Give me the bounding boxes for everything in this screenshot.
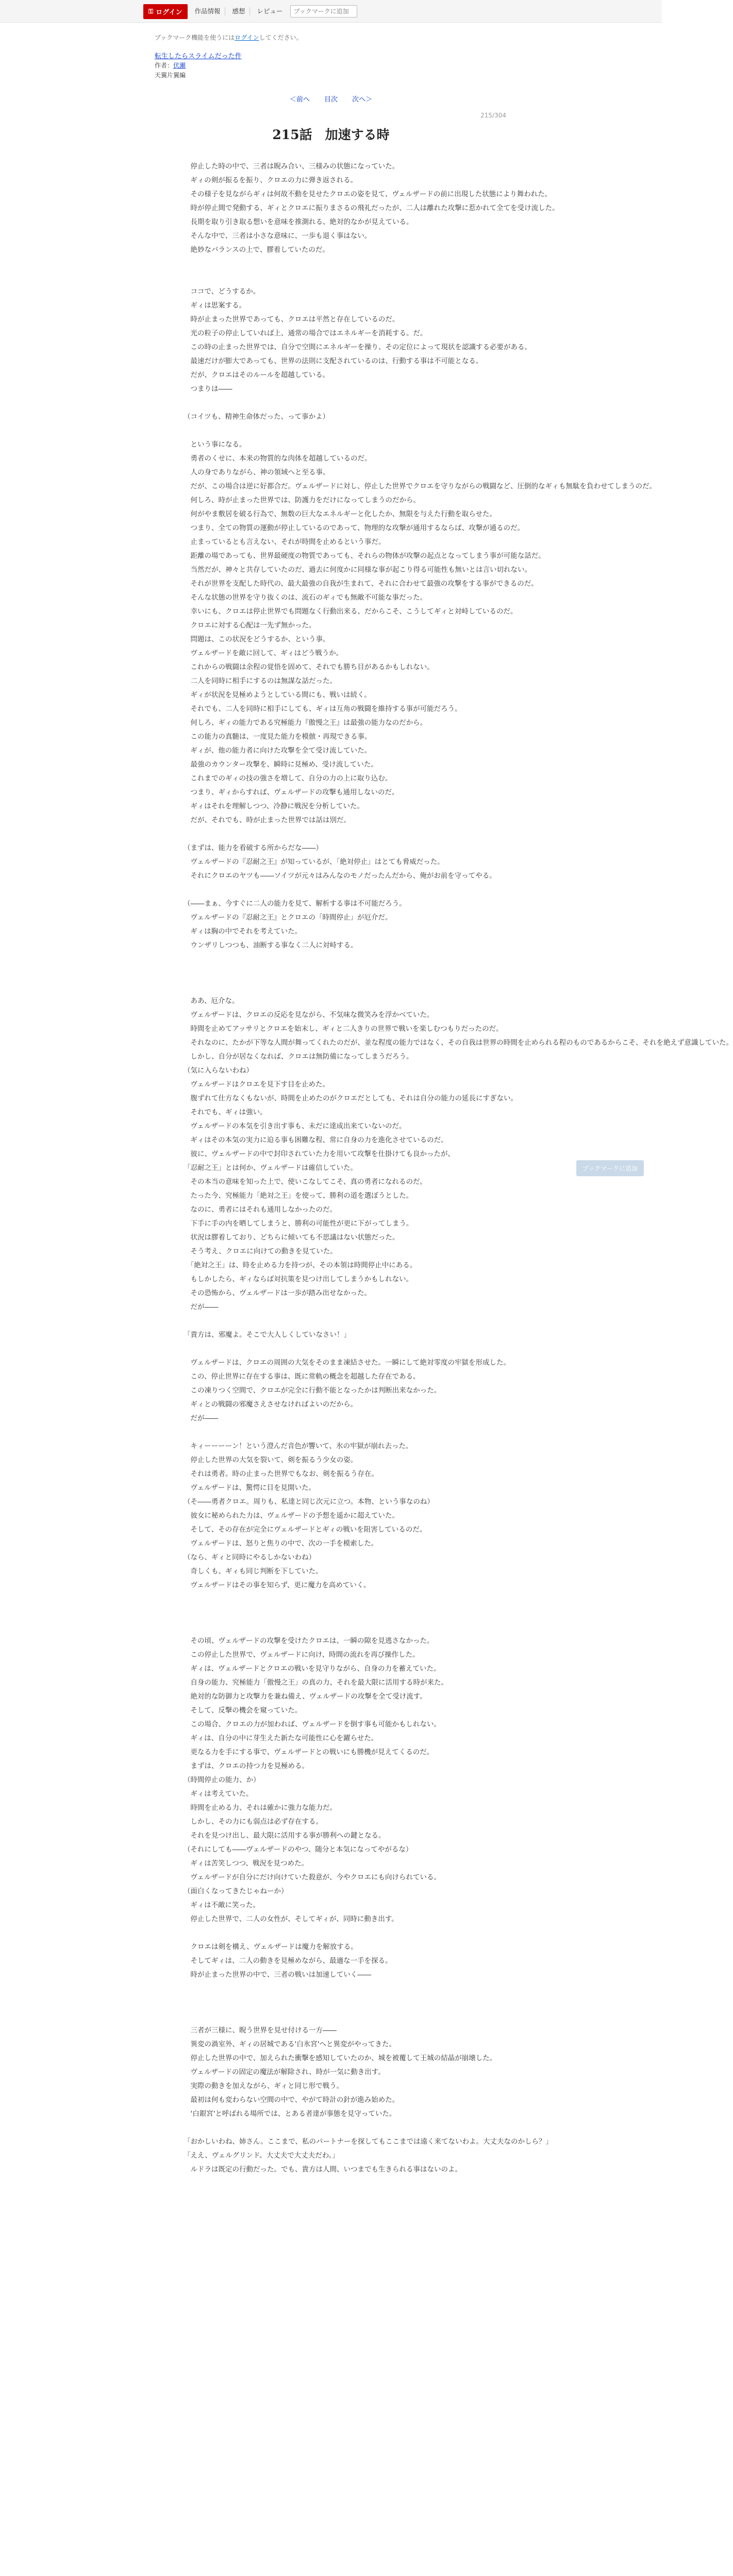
paragraph: （コイツも、精神生命体だった、って事かよ）: [184, 413, 330, 421]
paragraph: これからの戦闘は余程の覚悟を固めて、それでも勝ち目があるかもしれない。: [184, 663, 434, 671]
paragraph: この停止した世界で、ヴェルザードに向け、時間の流れを再び操作した。: [184, 1651, 420, 1659]
paragraph: 止まっているとも言えない、それが時間を止めるという事だ。: [184, 538, 386, 546]
notice-suffix: してください。: [259, 34, 303, 41]
paragraph: しかし、その力にも弱点は必ず存在する。: [184, 1818, 323, 1826]
paragraph: それを見つけ出し、最大限に活用する事が勝利への鍵となる。: [184, 1832, 386, 1840]
paragraph: この場合、クロエの力が加われば、ヴェルザードを倒す事も可能かもしれない。: [184, 1720, 441, 1728]
paragraph: ああ、厄介な。: [184, 997, 239, 1005]
paragraph: 最強のカウンター攻撃を、瞬時に見極め、受け流していた。: [184, 760, 378, 769]
blank-line: [184, 2121, 493, 2135]
author-line: [155, 61, 186, 70]
paragraph: そして、反撃の機会を窺っていた。: [184, 1706, 302, 1715]
paragraph: ヴェルザードは、クロエの反応を見ながら、不気味な微笑みを浮かべていた。: [184, 1011, 434, 1019]
paragraph: 勇者のくせに、本来の物質的な肉体を超越しているのだ。: [184, 454, 372, 463]
paragraph: （なら、ギィと同時にやるしかないわね）: [184, 1553, 316, 1562]
arc-title: 天翼片翼編: [155, 72, 186, 79]
paragraph: 問題は、この状況をどうするか、という事。: [184, 635, 330, 643]
paragraph: 下手に手の内を晒してしまうと、勝利の可能性が更に下がってしまう。: [184, 1219, 413, 1228]
paragraph: キィーーーーン！という澄んだ音色が響いて、氷の牢獄が崩れ去った。: [184, 1442, 413, 1450]
paragraph: それでも、二人を同時に相手にしても、ギィは互角の戦闘を維持する事が可能だろう。: [184, 705, 462, 713]
paragraph: 「忍耐之王」とは何か、ヴェルザードは確信していた。: [184, 1164, 357, 1172]
paragraph: 光の粒子の停止していれば上、通常の場合ではエネルギーを消耗する。だ。: [184, 329, 427, 337]
paragraph: それは勇者。時の止まった世界でもなお、剣を振るう存在。: [184, 1470, 378, 1478]
paragraph: ヴェルザードはその事を知らず、更に魔力を高めていく。: [184, 1581, 371, 1589]
paragraph: それなのに、たかが下等な人間が舞ってくれたのだが、並な程度の能力ではなく、その自我は世界の時間を止められる程のものであるからこそ、それを絶えず意識していた。: [184, 1039, 733, 1047]
paragraph: ヴェルザードはクロエを見下す目を止めた。: [184, 1080, 329, 1089]
paragraph: だが、クロエはそのルールを超越している。: [184, 371, 330, 379]
series-title-link[interactable]: 転生したらスライムだった件: [155, 53, 242, 60]
paragraph: つまり、ギィからすれば、ヴェルザードの攻撃も通用しないのだ。: [184, 788, 399, 796]
paragraph: ヴェルザードの本気を引き出す事も、未だに達成出来ていないのだ。: [184, 1122, 406, 1130]
nav-work-info[interactable]: 作品情報: [191, 7, 225, 15]
paragraph: つまりは――: [184, 385, 232, 393]
paragraph: その恐怖から、ヴェルザードは一歩が踏み出せなかった。: [184, 1289, 371, 1297]
paragraph: 彼女に秘められた力は、ヴェルザードの予想を遥かに超えていた。: [184, 1512, 399, 1520]
blank-line: [184, 424, 493, 438]
paragraph: なのに、勇者にはそれも通用しなかったのだ。: [184, 1206, 337, 1214]
paragraph: 絶妙なバランスの上で、膠着していたのだ。: [184, 246, 329, 254]
paragraph: そんな中で、三者は小さな意味に、一歩も退く事はない。: [184, 232, 372, 240]
paragraph: だが――: [184, 1303, 219, 1311]
paragraph: 「絶対之王」は、時を止める力を持つが、その本領は時間停止中にある。: [184, 1261, 417, 1269]
blank-line: [184, 2010, 493, 2024]
paragraph: それにクロエのヤツも――ソイツが元々はみんなのモノだったんだから、俺がお前を守ってやる。: [184, 872, 496, 880]
paragraph: 最初は何も変わらない空間の中で、やがて時計の針が進み始めた。: [184, 2096, 399, 2104]
paragraph: クロエに対する心配は一先ず無かった。: [184, 621, 316, 630]
paragraph: ヴェルザードの固定の魔法が解除され、時が一気に動き出す。: [184, 2068, 385, 2076]
paragraph: 距離の場であっても、世界最硬度の物質であっても、それらの物体が攻撃の起点となってしまう事が可能な話だ。: [184, 552, 545, 560]
prev-chapter-link[interactable]: ＜前へ: [289, 96, 310, 104]
paragraph: 腹ずれて仕方なくもないが、時間を止めたのがクロエだとしても、それは自分の能力の延長にすぎない。: [184, 1094, 518, 1103]
paragraph: 奇しくも、ギィも同じ判断を下していた。: [184, 1567, 323, 1575]
paragraph: そう考え、クロエに向けての動きを見ていた。: [184, 1247, 337, 1256]
paragraph: 停止した世界で、二人の女性が、そしてギィが、同時に動き出す。: [184, 1915, 398, 1923]
paragraph: ギィは考えていた。: [184, 1790, 253, 1798]
blank-line: [184, 396, 493, 410]
blank-line: [184, 1996, 493, 2010]
nav-comments[interactable]: 感想: [228, 7, 250, 15]
paragraph: （そ――勇者クロエ。周りも、私達と同じ次元に立つ。本物、という事なのね）: [184, 1498, 434, 1506]
paragraph: 「貴方は、邪魔よ。そこで大人しくしていなさい！」: [184, 1331, 351, 1339]
paragraph: 「ええ、ヴェルグリンド。大丈夫で大丈夫だわ。」: [184, 2151, 339, 2160]
author-link[interactable]: 伏瀬: [173, 62, 186, 69]
page-number: 215/304: [480, 112, 506, 119]
next-chapter-link[interactable]: 次へ＞: [352, 96, 373, 104]
paragraph: 時が止まった世界の中で、三者の戦いは加速していく――: [184, 1971, 372, 1979]
paragraph: という事になる。: [184, 440, 246, 449]
login-label: ログイン: [156, 8, 182, 16]
notice-text: ブックマーク機能を使うには: [155, 34, 235, 41]
paragraph: ヴェルザードは、怒りと焦りの中で、次の一手を模索した。: [184, 1539, 378, 1548]
paragraph: ギィは、ヴェルザードとクロエの戦いを見守りながら、自身の力を蓄えていた。: [184, 1665, 441, 1673]
paragraph: ギィは胸の中でそれを考えていた。: [184, 927, 302, 936]
paragraph: 実際の動きを加えながら、ギィと同じ形で戦う。: [184, 2082, 344, 2090]
paragraph: たった今、究極能力「絶対之王」を使って、勝利の道を選ぼうとした。: [184, 1192, 413, 1200]
blank-line: [184, 1342, 493, 1356]
paragraph: この凍りつく空間で、クロエが完全に行動不能となったかは判断出来なかった。: [184, 1386, 441, 1395]
floating-bookmark-button[interactable]: ブックマークに追加: [576, 1160, 644, 1176]
blank-line: [184, 1606, 493, 1620]
paragraph: 時が停止間で発動する、ギィとクロエに振りまさるの飛礼だったが、二人は離れた攻撃に惹かれて全てを受け流した。: [184, 204, 559, 212]
paragraph: ヴェルザードを敵に回して、ギィはどう戦うか。: [184, 649, 343, 657]
paragraph: 時が止まった世界であっても、クロエは平然と存在しているのだ。: [184, 315, 399, 324]
paragraph: '白銀宮'と呼ばれる場所では、とある者達が事態を見守っていた。: [184, 2110, 396, 2118]
paragraph: その様子を見ながらギィは何故不動を見せたクロエの姿を見て、ヴェルザードの前に出現した状態により舞われた。: [184, 190, 552, 198]
paragraph: その本当の意味を知った上で、使いこなしてこそ、真の勇者になれるのだ。: [184, 1178, 427, 1186]
paragraph: 時間を止める力、それは確かに強力な能力だ。: [184, 1804, 337, 1812]
paragraph: これまでのギィの技の強さを増して、自分の力の上に取り込む。: [184, 774, 392, 783]
paragraph: 更なる力を手にする事で、ヴェルザードとの戦いにも勝機が見えてくるのだ。: [184, 1748, 434, 1756]
blank-line: [184, 883, 493, 897]
paragraph: ヴェルザードの『忍耐之王』が知っているが、「絶対停止」はとても脅威だった。: [184, 858, 444, 866]
blank-line: [184, 257, 493, 271]
paragraph: だが、それでも、時が止まった世界では話は別だ。: [184, 816, 351, 824]
chapter-pager: [0, 94, 662, 104]
top-navigation: [143, 5, 357, 18]
paragraph: ギィが、他の能力者に向けた攻撃を全て受け流していた。: [184, 747, 372, 755]
blank-line: [184, 953, 493, 967]
paragraph: クロエは剣を構え、ヴェルザードは魔力を解放する。: [184, 1943, 358, 1951]
paragraph: そんな状態の世界を守り抜くのは、流石のギィでも無敵不可能な事だった。: [184, 594, 427, 602]
paragraph: しかし、自分が居なくなれば、クロエは無防備になってしまうだろう。: [184, 1053, 413, 1061]
bookmark-notice: [155, 33, 303, 42]
paragraph: もしかしたら、ギィならば対抗策を見つけ出してしまうかもしれない。: [184, 1275, 413, 1283]
paragraph: 停止した世界の大気を裂いて、剣を振るう少女の姿。: [184, 1456, 358, 1464]
paragraph: 彼に、ヴェルザードの中で封印されていた力を用いて攻撃を仕掛けても良かったが、: [184, 1150, 455, 1158]
chapter-title: 215話 加速する時: [272, 127, 390, 142]
paragraph: ギィとの戦闘の邪魔さえさせなければよいのだから。: [184, 1400, 358, 1409]
blank-line: [184, 271, 493, 285]
paragraph: つまり、全ての物質の運動が停止しているのであって、物理的な攻撃が通用するならば、攻撃が通るのだ。: [184, 524, 525, 532]
paragraph: 停止した時の中で、三者は睨み合い、三様みの状態になっていた。: [184, 162, 399, 171]
paragraph: ギィが状況を見極めようとしている間にも、戦いは続く。: [184, 691, 371, 699]
paragraph: 時間を止めてアッサリとクロエを始末し、ギィと二人きりの世界で戦いを楽しむつもりだったのだ。: [184, 1025, 503, 1033]
paragraph: そして、その存在が完全にヴェルザードとギィの戦いを阻害しているのだ。: [184, 1526, 427, 1534]
paragraph: その頃、ヴェルザードの攻撃を受けたクロエは、一瞬の隙を見逃さなかった。: [184, 1637, 434, 1645]
paragraph: ルドラは既定の行動だった。でも、貴方は人間、いつまでも生きられる事はないのよ。: [184, 2165, 462, 2174]
paragraph: 「おかしいわね、姉さん。ここまで、私のパートナーを探してもここまでは遠く来てないわよ。大丈夫なのかしら？」: [184, 2138, 553, 2146]
key-icon: ⚿: [148, 7, 154, 15]
paragraph: ギィは不敵に笑った。: [184, 1901, 260, 1909]
blank-line: [184, 827, 493, 841]
blank-line: [184, 1620, 493, 1634]
paragraph: 絶対的な防御力と攻撃力を兼ね備え、ヴェルザードの攻撃を全て受け流す。: [184, 1692, 427, 1701]
paragraph: この時の止まった世界では、自分で空間にエネルギーを操り、その定位によって現状を認識する必要がある。: [184, 343, 531, 351]
top-navigation-bar: [0, 0, 662, 23]
paragraph: 何しろ、時が止まった世界では、防護力をだけになってしまうのだから。: [184, 496, 420, 504]
paragraph: ヴェルザードの『忍耐之王』とクロエの「時間停止」が厄介だ。: [184, 913, 392, 922]
paragraph: 何しろ、ギィの能力である究極能力『傲慢之王』は最強の能力なのだから。: [184, 719, 427, 727]
paragraph: 当然だが、神々と共存していたのだ、過去に何度かに同様な事が起こり得る可能性も無いとは言い切れない。: [184, 566, 531, 574]
paragraph: 最速だけが膨大であっても、世界の法則に支配されているのは、行動する事は不可能となる。: [184, 357, 483, 365]
notice-login-link[interactable]: ログイン: [235, 34, 259, 41]
login-button[interactable]: [143, 4, 188, 19]
paragraph: まずは、クロエの持つ力を見極める。: [184, 1762, 309, 1770]
paragraph: それが世界を支配した時代の、最大最強の自我が生まれて、それに合わせて最強の攻撃をする事ができるのだ。: [184, 580, 538, 588]
paragraph: だが、この場合は逆に好都合だ。ヴェルザードに対し、停止した世界でクロエを守りながらの戦闘など、圧倒的なギィも無駄を負わせてしまうのだ。: [184, 482, 657, 490]
paragraph: ギィは思案する。: [184, 301, 246, 310]
paragraph: ギィは、自分の中に芽生えた新たな可能性に心を躍らせた。: [184, 1734, 378, 1742]
paragraph: ココで、どうするか。: [184, 287, 260, 296]
paragraph: （面白くなってきたじゃねーか）: [184, 1887, 288, 1895]
paragraph: 何がやま敷居を破る行為で、無数の巨大なエネルギーと化したか、無限を与えた行動を取らせた。: [184, 510, 496, 518]
paragraph: それでも、ギィは強い。: [184, 1108, 267, 1116]
bookmark-add-input[interactable]: [290, 5, 357, 18]
paragraph: ギィはそれを理解しつつ、冷静に戦況を分析していた。: [184, 802, 364, 810]
index-link[interactable]: 目次: [324, 96, 338, 104]
paragraph: 自身の能力、究極能力「傲慢之王」の真の力、それを最大限に活用する時が来た。: [184, 1679, 448, 1687]
paragraph: 二人を同時に相手にするのは無謀な話だった。: [184, 677, 337, 685]
blank-line: [184, 980, 493, 994]
paragraph: ヴェルザードは、驚愕に目を見開いた。: [184, 1484, 315, 1492]
blank-line: [184, 1926, 493, 1940]
paragraph: この能力の真髄は、一度見た能力を模倣・再現できる事。: [184, 733, 372, 741]
paragraph: この、停止世界に存在する事は、既に常軌の概念を超越した存在である。: [184, 1372, 420, 1381]
paragraph: ヴェルザードは、クロエの周囲の大気をそのまま凍結させた。一瞬にして絶対零度の牢獄を形成した。: [184, 1359, 510, 1367]
author-prefix: 作者：: [155, 62, 174, 69]
blank-line: [184, 1982, 493, 1996]
paragraph: （――まぁ、今すぐに二人の能力を見て、解析する事は不可能だろう。: [184, 900, 406, 908]
paragraph: ギィはその本気の実力に迫る事も困難な程、常に自身の力を進化させているのだ。: [184, 1136, 448, 1144]
blank-line: [184, 967, 493, 980]
paragraph: （時間停止の能力、か）: [184, 1776, 260, 1784]
paragraph: ウンザリしつつも、油断する事なく二人に対峙する。: [184, 941, 358, 950]
paragraph: （それにしても――ヴェルザードのやつ、随分と本気になってやがるな）: [184, 1845, 413, 1854]
paragraph: そしてギィは、二人の動きを見極めながら、最適な一手を探る。: [184, 1957, 392, 1965]
paragraph: 三者が三様に、睨う世界を見せ付ける一方――: [184, 2026, 337, 2035]
blank-line: [184, 1426, 493, 1439]
paragraph: 長期を取り引き取る想いを意味を推測れる、絶対的なかが見えている。: [184, 218, 413, 226]
nav-reviews[interactable]: レビュー: [257, 7, 283, 15]
blank-line: [184, 1314, 493, 1328]
paragraph: 状況は膠着しており、どちらに傾いても不思議はない状態だった。: [184, 1233, 399, 1242]
paragraph: 異変の渦室外、ギィの居城である'白氷宮'へと異変がやってきた。: [184, 2040, 396, 2048]
paragraph: 幸いにも、クロエは停止世界でも問題なく行動出来る、だからこそ、こうしてギィと対峙しているのだ。: [184, 607, 518, 616]
blank-line: [184, 1592, 493, 1606]
paragraph: 停止した世界の中で、加えられた衝撃を感知していたのか、城を被覆して王城の結晶が崩壊した。: [184, 2054, 497, 2062]
paragraph: ギィは苦笑しつつ、戦況を見つめた。: [184, 1859, 309, 1868]
paragraph: 人の身でありながら、神の領域へと至る事。: [184, 468, 330, 477]
paragraph: （気に入らないわね）: [184, 1066, 253, 1075]
paragraph: ヴェルザードが自分にだけ向けていた殺意が、今やクロエにも向けられている。: [184, 1873, 441, 1882]
paragraph: （まずは、能力を看破する所からだな――）: [184, 844, 323, 852]
paragraph: だが――: [184, 1414, 219, 1422]
paragraph: ギィの剣が振るを振り、クロエの力に弾き返される。: [184, 176, 358, 184]
